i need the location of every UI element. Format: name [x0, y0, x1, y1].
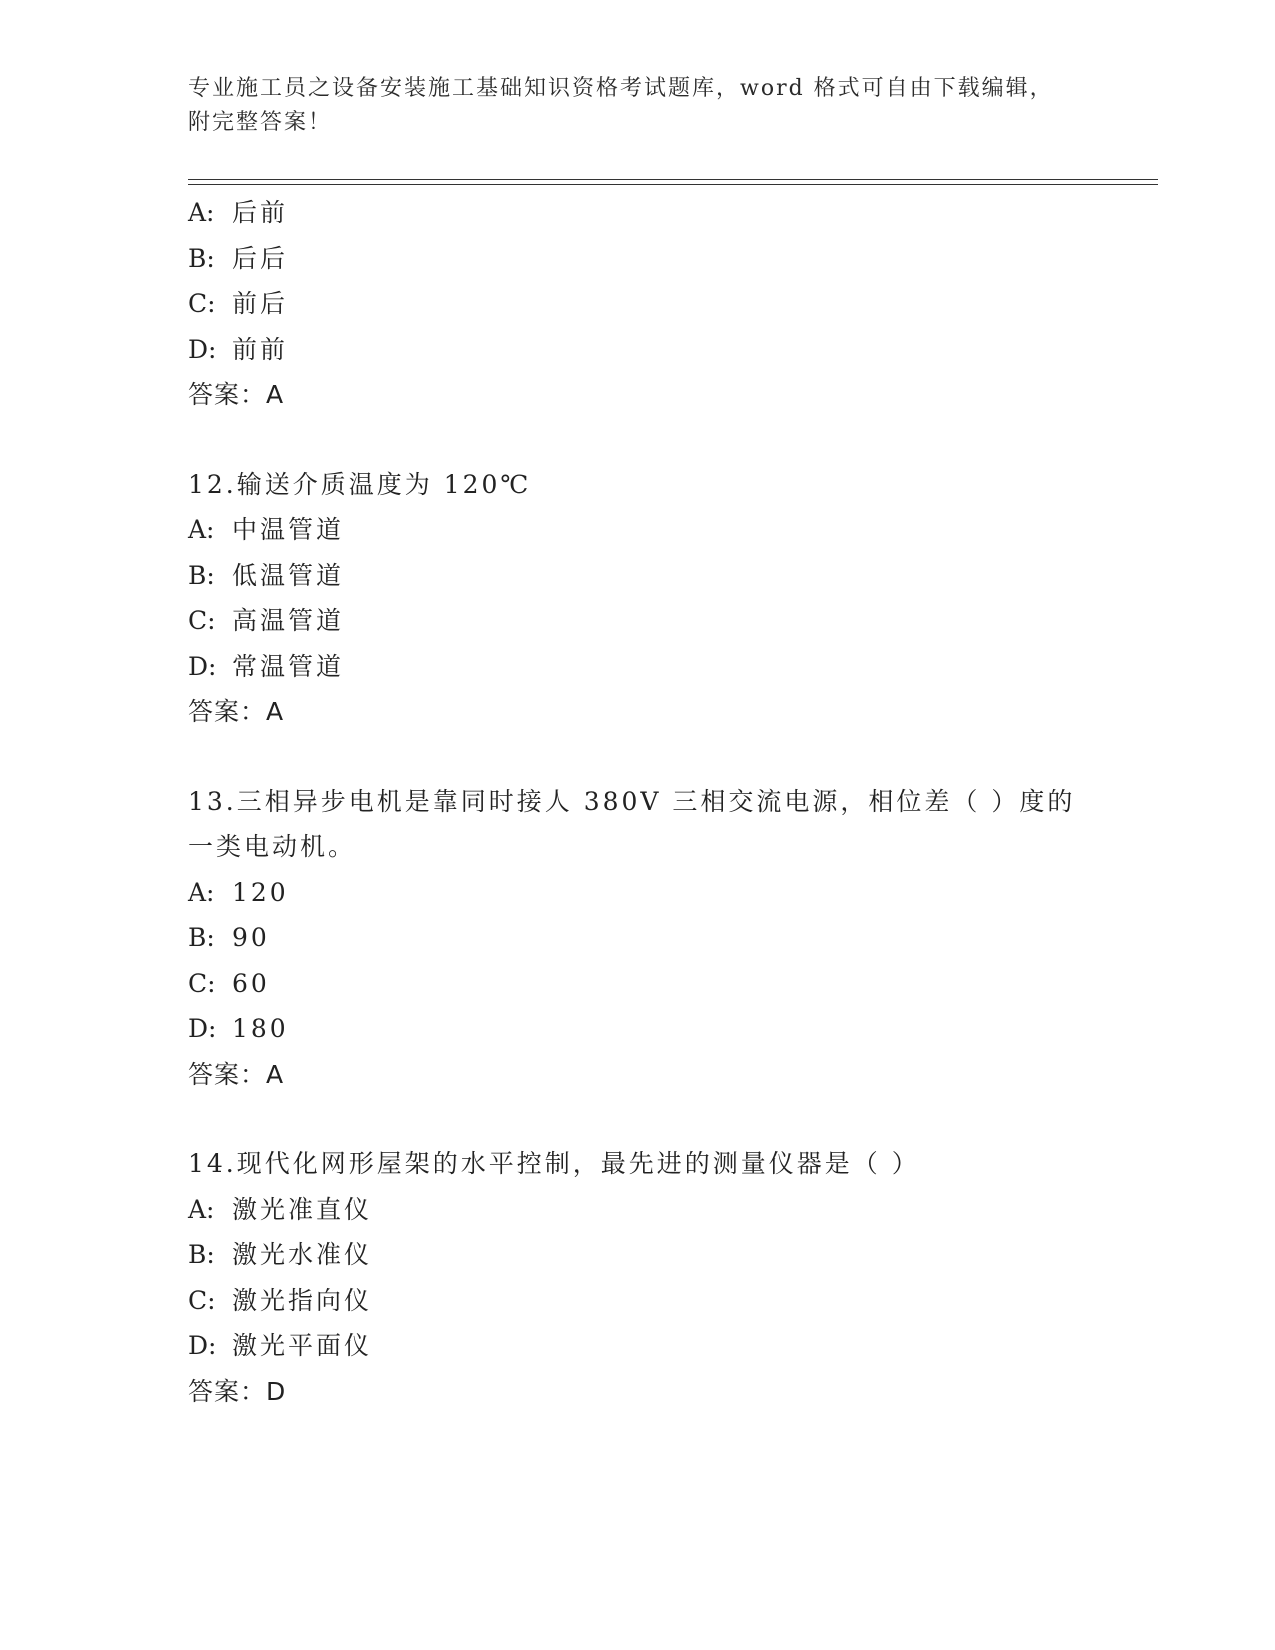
question-14 [188, 1141, 1088, 1414]
question-text-line-1: 13.三相异步电机是靠同时接人 380V 三相交流电源，相位差（ ）度的 [188, 786, 1076, 816]
question-13 [188, 779, 1088, 1098]
answer: 答案：A [188, 380, 285, 409]
document-header [188, 72, 1068, 140]
question-text: 12.输送介质温度为 120℃ [188, 469, 532, 499]
header-divider-bottom [188, 184, 1158, 185]
header-line-1: 专业施工员之设备安装施工基础知识资格考试题库，word 格式可自由下载编辑， [188, 76, 1054, 101]
option-c: C: 高温管道 [188, 606, 345, 635]
question-text: 14.现代化网形屋架的水平控制，最先进的测量仪器是（ ） [188, 1149, 920, 1178]
option-a: A: 激光准直仪 [188, 1194, 373, 1224]
option-c: C: 前后 [188, 289, 289, 318]
answer: 答案：A [188, 697, 285, 726]
option-b: B: 低温管道 [188, 560, 345, 590]
option-a: A: 120 [188, 877, 289, 907]
option-c: C: 激光指向仪 [188, 1285, 373, 1315]
option-d: D: 180 [188, 1014, 289, 1043]
question-text-line-2: 一类电动机。 [188, 832, 357, 861]
option-a: A: 后前 [188, 198, 289, 227]
option-a: A: 中温管道 [188, 515, 345, 544]
option-b: B: 后后 [188, 243, 289, 273]
option-d: D: 常温管道 [188, 651, 345, 681]
question-12 [188, 462, 1088, 735]
option-d: D: 前前 [188, 334, 289, 364]
option-b: B: 90 [188, 923, 270, 952]
option-b: B: 激光水准仪 [188, 1240, 373, 1269]
question-list [188, 190, 1088, 1414]
option-d: D: 激光平面仪 [188, 1331, 373, 1360]
header-line-2: 附完整答案！ [188, 110, 333, 135]
answer: 答案：D [188, 1376, 287, 1406]
answer: 答案：A [188, 1059, 285, 1089]
option-c: C: 60 [188, 968, 270, 998]
header-divider-top [188, 179, 1158, 180]
question-11 [188, 190, 1088, 418]
